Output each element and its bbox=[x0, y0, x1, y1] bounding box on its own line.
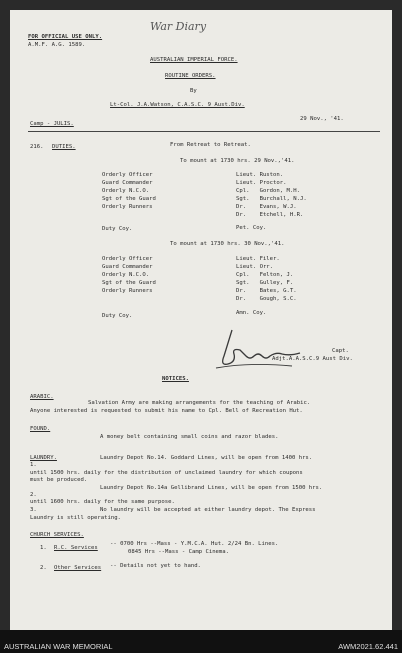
roster-role: Orderly Officer bbox=[102, 172, 153, 178]
official-line-2: A.M.F. A.G. 1589. bbox=[28, 42, 86, 48]
roster-role: Orderly N.C.O. bbox=[102, 272, 150, 278]
church-number-1: 1. bbox=[40, 545, 47, 551]
orders-title: ROUTINE ORDERS. bbox=[165, 73, 216, 79]
roster-name: Dr. Etchell, H.R. bbox=[236, 212, 304, 218]
church-other-label: Other Services bbox=[54, 565, 102, 571]
force-title: AUSTRALIAN IMPERIAL FORCE. bbox=[150, 57, 238, 63]
roster-role: Orderly Officer bbox=[102, 256, 153, 262]
roster-name: Dr. Evans, W.J. bbox=[236, 204, 297, 210]
duty-coy-label-2: Duty Coy. bbox=[102, 313, 133, 319]
laundry-line-1c: must be produced. bbox=[30, 477, 88, 483]
roster-role: Orderly Runners bbox=[102, 204, 153, 210]
duties-subtitle: From Retreat to Retreat. bbox=[170, 142, 251, 148]
arabic-label: ARABIC. bbox=[30, 394, 54, 400]
duty-coy-label-1: Duty Coy. bbox=[102, 226, 133, 232]
roster-name: Cpl. Gordon, M.H. bbox=[236, 188, 300, 194]
laundry-number-1: 1. bbox=[30, 462, 37, 468]
roster-name: Sgt. Burchall, N.J. bbox=[236, 196, 307, 202]
signature-appointment: Adjt.A.A.S.C.9 Aust Div. bbox=[272, 356, 353, 362]
church-rc-label: R.C. Services bbox=[54, 545, 98, 551]
mount-line-1: To mount at 1730 hrs. 29 Nov.,'41. bbox=[180, 158, 295, 164]
duties-heading: DUTIES. bbox=[52, 144, 76, 150]
church-rc-line-2: 0845 Hrs --Mass - Camp Cinema. bbox=[128, 549, 230, 555]
laundry-line-3a: No laundry will be accepted at either laundry depot. The Express bbox=[100, 507, 316, 513]
church-rc-line-1: -- 0700 Hrs --Mass - Y.M.C.A. Hut. 2/24 Bn. Lines. bbox=[110, 541, 279, 547]
roster-name: Cpl. Felton, J. bbox=[236, 272, 294, 278]
laundry-line-2b: until 1600 hrs. daily for the same purpose. bbox=[30, 499, 175, 505]
roster-name: Lieut. Filer. bbox=[236, 256, 280, 262]
order-date: 29 Nov., '41. bbox=[300, 116, 344, 122]
church-number-2: 2. bbox=[40, 565, 47, 571]
signature-scrawl bbox=[210, 326, 310, 376]
laundry-label: LAUNDRY. bbox=[30, 455, 57, 461]
roster-name: Lieut. Proctor. bbox=[236, 180, 287, 186]
found-label: FOUND. bbox=[30, 426, 51, 432]
laundry-line-3b: Laundry is still operating. bbox=[30, 515, 121, 521]
duty-coy-value-2: Amn. Coy. bbox=[236, 310, 267, 316]
document-page bbox=[10, 10, 392, 630]
notices-heading: NOTICES. bbox=[162, 376, 189, 382]
official-line-1: FOR OFFICIAL USE ONLY. bbox=[28, 34, 103, 40]
roster-name: Lieut. Ruston. bbox=[236, 172, 284, 178]
found-line-1: A money belt containing small coins and razor blades. bbox=[100, 434, 279, 440]
footer-accession-number: AWM2021.62.441 bbox=[338, 642, 398, 651]
arabic-line-1: Salvation Army are making arrangements for the teaching of Arabic. bbox=[88, 400, 311, 406]
arabic-line-2: Anyone interested is requested to submit his name to Cpl. Bell of Recreation Hut. bbox=[30, 408, 303, 414]
roster-role: Guard Commander bbox=[102, 264, 153, 270]
roster-role: Sgt of the Guard bbox=[102, 280, 156, 286]
laundry-number-3: 3. bbox=[30, 507, 37, 513]
church-label: CHURCH SERVICES. bbox=[30, 532, 84, 538]
church-other-line-1: -- Details not yet to hand. bbox=[110, 563, 201, 569]
laundry-line-1b: until 1500 hrs. daily for the distribution of unclaimed laundry for which coupons bbox=[30, 470, 303, 476]
roster-role: Orderly Runners bbox=[102, 288, 153, 294]
footer-institution: AUSTRALIAN WAR MEMORIAL bbox=[4, 642, 113, 651]
handwritten-title: War Diary bbox=[150, 20, 207, 33]
laundry-number-2: 2. bbox=[30, 492, 37, 498]
roster-name: Dr. Bates, G.T. bbox=[236, 288, 297, 294]
by-label: By bbox=[190, 88, 197, 94]
laundry-line-2a: Laundry Depot No.14a Gellibrand Lines, will be open from 1500 hrs. bbox=[100, 485, 323, 491]
mount-line-2: To mount at 1730 hrs. 30 Nov.,'41. bbox=[170, 241, 285, 247]
camp-label: Camp - JULIS. bbox=[30, 121, 74, 127]
laundry-line-1a: Laundry Depot No.14. Goddard Lines, will be open from 1400 hrs. bbox=[100, 455, 313, 461]
roster-role: Sgt of the Guard bbox=[102, 196, 156, 202]
roster-name: Sgt. Gulley, F. bbox=[236, 280, 294, 286]
roster-name: Lieut. Orr. bbox=[236, 264, 274, 270]
signature-rank: Capt. bbox=[332, 348, 349, 354]
commander-line: Lt-Col. J.A.Watson, C.A.S.C. 9 Aust.Div. bbox=[110, 102, 245, 108]
roster-name: Dr. Gough, S.C. bbox=[236, 296, 297, 302]
header-divider bbox=[28, 131, 380, 132]
roster-role: Orderly N.C.O. bbox=[102, 188, 150, 194]
duties-number: 216. bbox=[30, 144, 44, 150]
duty-coy-value-1: Pet. Coy. bbox=[236, 225, 267, 231]
roster-role: Guard Commander bbox=[102, 180, 153, 186]
